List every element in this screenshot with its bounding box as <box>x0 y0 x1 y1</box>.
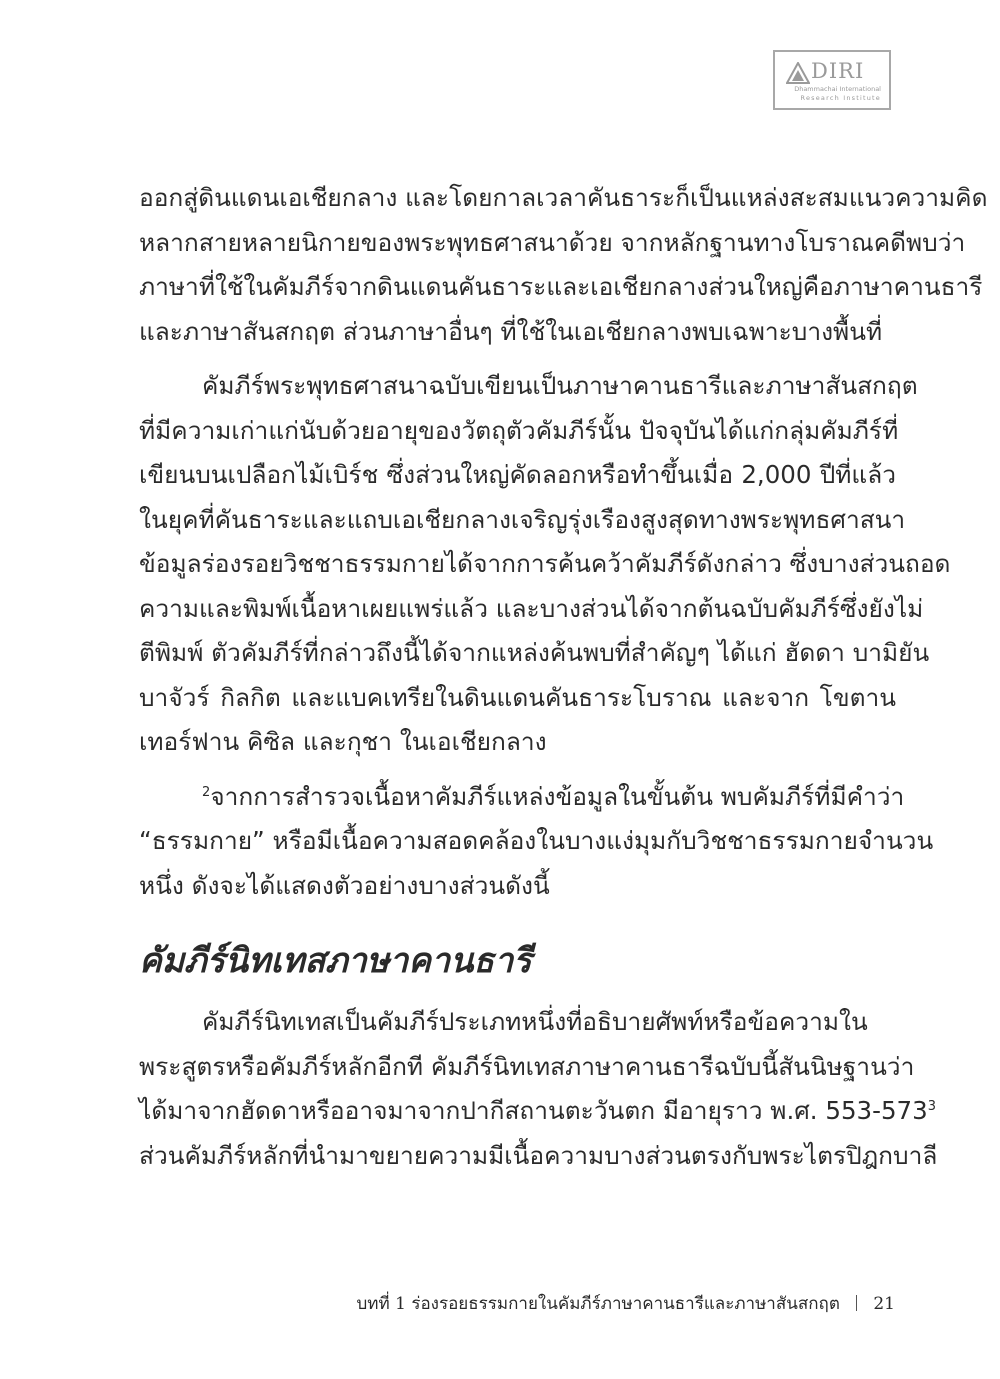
page-body <box>139 176 988 1188</box>
text-line: ในยุคที่คันธาระและแถบเอเชียกลางเจริญรุ่งเรืองสูงสุดทางพระพุทธศาสนา <box>139 504 906 534</box>
text-line: หนึ่ง ดังจะได้แสดงตัวอย่างบางส่วนดังนี้ <box>139 870 550 900</box>
logo-subtitle-line1: Dhammachai International <box>794 85 881 93</box>
text-line <box>139 775 905 820</box>
text-line: คัมภีร์นิทเทสเป็นคัมภีร์ประเภทหนึ่งที่อธิบายศัพท์หรือข้อความใน <box>202 1007 868 1036</box>
text-line-content: จากการสำรวจเนื้อหาคัมภีร์แหล่งข้อมูลในขั้นต้น พบคัมภีร์ที่มีคำว่า <box>210 781 905 811</box>
text-line: ส่วนคัมภีร์หลักที่นำมาขยายความมีเนื้อความบางส่วนตรงกับพระไตรปิฎกบาลี <box>139 1140 938 1170</box>
text-line: ตีพิมพ์ ตัวคัมภีร์ที่กล่าวถึงนี้ได้จากแหล่งค้นพบที่สำคัญๆ ได้แก่ ฮัดดา บามิยัน <box>139 638 930 667</box>
text-line: ที่มีความเก่าแก่นับด้วยอายุของวัตถุตัวคัมภีร์นั้น ปัจจุบันได้แก่กลุ่มคัมภีร์ที่ <box>139 415 899 445</box>
text-line: ออกสู่ดินแดนเอเชียกลาง และโดยกาลเวลาคันธาระก็เป็นแหล่งสะสมแนวความคิด <box>139 183 988 212</box>
text-line: เทอร์ฟาน คิซิล และกุชา ในเอเชียกลาง <box>139 727 547 756</box>
logo-title: DIRI <box>811 59 865 83</box>
paragraph-2 <box>139 364 951 765</box>
paragraph-3 <box>139 775 934 909</box>
page-number: 21 <box>873 1294 895 1314</box>
logo-subtitle-line2: Research Institute <box>800 94 881 102</box>
text-line: บาจัวร์ กิลกิต และแบคเทรียในดินแดนคันธาระโบราณ และจาก โขตาน <box>139 682 896 712</box>
text-line: ข้อมูลร่องรอยวิชชาธรรมกายได้จากการค้นคว้าคัมภีร์ดังกล่าว ซึ่งบางส่วนถอด <box>139 549 951 578</box>
text-line: เขียนบนเปลือกไม้เบิร์ช ซึ่งส่วนใหญ่คัดลอกหรือทำขึ้นเมื่อ 2,000 ปีที่แล้ว <box>139 460 896 489</box>
text-line: หลากสายหลายนิกายของพระพุทธศาสนาด้วย จากหลักฐานทางโบราณคดีพบว่า <box>139 227 966 257</box>
text-line-content: ได้มาจากฮัดดาหรืออาจมาจากปากีสถานตะวันตก มีอายุราว พ.ศ. 553-573 <box>139 1096 928 1125</box>
triangle-logo-icon <box>786 62 810 84</box>
text-line: “ธรรมกาย” หรือมีเนื้อความสอดคล้องในบางแง่มุมกับวิชชาธรรมกายจำนวน <box>139 826 934 855</box>
footnote-marker: 3 <box>927 1098 937 1114</box>
text-line: พระสูตรหรือคัมภีร์หลักอีกที คัมภีร์นิทเทสภาษาคานธารีฉบับนี้สันนิษฐานว่า <box>139 1051 915 1081</box>
footnote-marker: 2 <box>202 784 211 800</box>
text-line <box>139 1089 937 1134</box>
page-footer <box>357 1290 896 1317</box>
diri-logo <box>773 50 891 110</box>
text-line: ภาษาที่ใช้ในคัมภีร์จากดินแดนคันธาระและเอเชียกลางส่วนใหญ่คือภาษาคานธารี <box>139 272 983 301</box>
footer-divider <box>856 1295 858 1311</box>
chapter-title: บทที่ 1 ร่องรอยธรรมกายในคัมภีร์ภาษาคานธารีและภาษาสันสกฤต <box>356 1294 840 1314</box>
paragraph-1 <box>139 176 988 354</box>
text-line: คัมภีร์พระพุทธศาสนาฉบับเขียนเป็นภาษาคานธารีและภาษาสันสกฤต <box>202 371 918 400</box>
paragraph-4 <box>139 1000 938 1178</box>
text-line: ความและพิมพ์เนื้อหาเผยแพร่แล้ว และบางส่วนได้จากต้นฉบับคัมภีร์ซึ่งยังไม่ <box>139 593 924 623</box>
section-heading: คัมภีร์นิทเทสภาษาคานธารี <box>139 941 532 981</box>
text-line: และภาษาสันสกฤต ส่วนภาษาอื่นๆ ที่ใช้ในเอเชียกลางพบเฉพาะบางพื้นที่ <box>139 316 883 346</box>
